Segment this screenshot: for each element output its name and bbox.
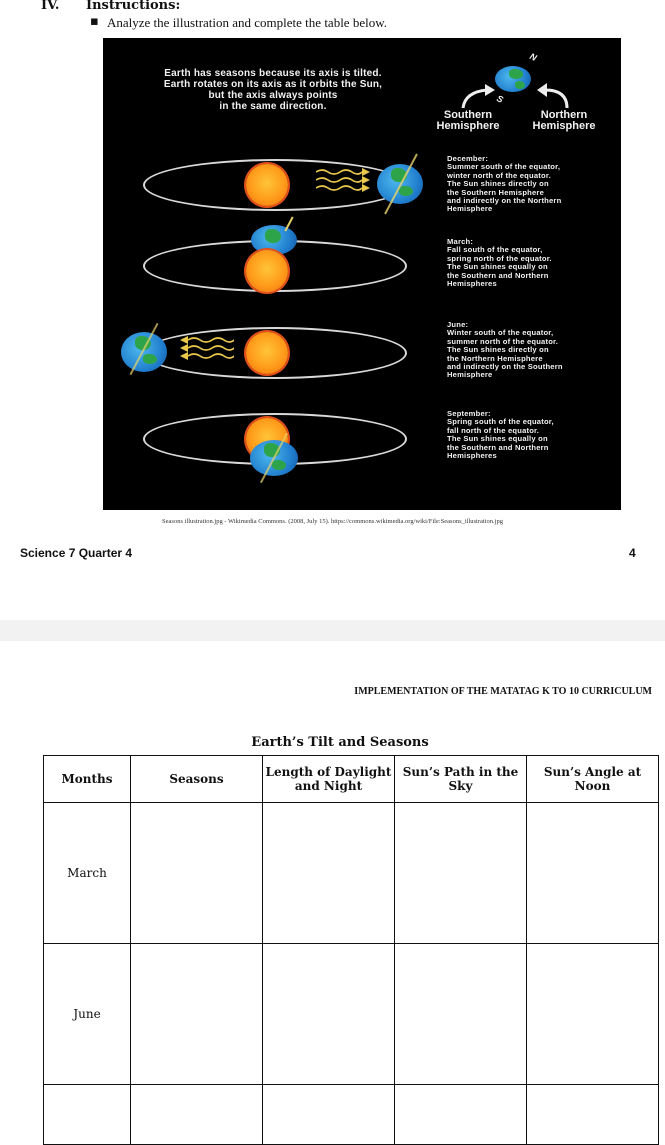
sun-icon bbox=[246, 250, 288, 292]
page-number: 4 bbox=[629, 546, 636, 560]
section-title: Instructions: bbox=[86, 0, 181, 13]
label-line: Hemisphere bbox=[436, 120, 500, 132]
panel-line: Spring south of the equator, bbox=[447, 417, 554, 427]
page-separator bbox=[0, 620, 665, 641]
panel-line: the Northern Hemisphere bbox=[447, 353, 543, 363]
image-caption: Seasons illustration.jpg - Wikimedia Commons. (2008, July 15). https://commons.wikimedia.org/wiki/File:Seasons_illustration.jpg bbox=[162, 518, 503, 525]
answer-cell[interactable] bbox=[263, 944, 395, 1085]
footer-subject: Science 7 Quarter 4 bbox=[20, 546, 133, 560]
illustration-headline bbox=[123, 68, 423, 112]
southern-arrow-icon bbox=[459, 84, 499, 110]
answer-cell[interactable] bbox=[395, 1085, 527, 1145]
panel-line: Summer south of the equator, bbox=[447, 162, 561, 172]
table-header-row bbox=[44, 756, 659, 803]
panel-line: and indirectly on the Northern bbox=[447, 196, 562, 206]
answer-cell[interactable] bbox=[395, 803, 527, 944]
label-line: Southern bbox=[443, 109, 493, 121]
answer-cell[interactable] bbox=[263, 803, 395, 944]
headline-line: Earth has seasons because its axis is tilted. bbox=[164, 68, 382, 79]
panel-september bbox=[447, 410, 621, 460]
answer-cell[interactable] bbox=[395, 944, 527, 1085]
table-title: Earth’s Tilt and Seasons bbox=[251, 735, 429, 750]
month-cell bbox=[44, 1085, 131, 1145]
panel-march bbox=[447, 238, 621, 288]
panel-line: the Southern and Northern bbox=[447, 270, 549, 280]
panel-line: The Sun shines equally on bbox=[447, 434, 548, 444]
panel-month: June: bbox=[447, 320, 469, 329]
panel-month: March: bbox=[447, 237, 474, 246]
panel-line: Hemisphere bbox=[447, 370, 493, 380]
answer-cell[interactable] bbox=[131, 944, 263, 1085]
panel-line: summer north of the equator. bbox=[447, 336, 559, 346]
month-cell: March bbox=[44, 803, 131, 944]
answer-cell[interactable] bbox=[527, 1085, 659, 1145]
panel-line: Hemisphere bbox=[447, 204, 493, 214]
answer-cell[interactable] bbox=[263, 1085, 395, 1145]
column-header-daylight: Length of Daylight and Night bbox=[263, 756, 395, 803]
panel-line: spring north of the equator. bbox=[447, 253, 552, 263]
headline-line: Earth rotates on its axis as it orbits the Sun, bbox=[163, 79, 383, 90]
instruction-text: Analyze the illustration and complete the table below. bbox=[107, 15, 388, 30]
headline-line: but the axis always points bbox=[208, 90, 338, 101]
panel-line: Fall south of the equator, bbox=[447, 245, 543, 255]
panel-month: September: bbox=[447, 409, 491, 418]
answer-cell[interactable] bbox=[131, 803, 263, 944]
sun-rays-icon bbox=[316, 168, 372, 194]
panel-line: the Southern Hemisphere bbox=[447, 187, 545, 197]
panel-line: The Sun shines directly on bbox=[447, 179, 549, 189]
legend-earth-icon bbox=[495, 66, 531, 92]
north-label: N bbox=[528, 51, 539, 63]
panel-line: Winter south of the equator, bbox=[447, 328, 554, 338]
label-line: Northern bbox=[540, 109, 588, 121]
panel-line: The Sun shines directly on bbox=[447, 345, 549, 355]
table-row bbox=[44, 1085, 659, 1145]
northern-hemisphere-label bbox=[521, 110, 607, 132]
panel-month: December: bbox=[447, 154, 489, 163]
panel-june bbox=[447, 321, 621, 380]
panel-december bbox=[447, 155, 621, 214]
earth-june-icon bbox=[121, 332, 167, 372]
curriculum-header: IMPLEMENTATION OF THE MATATAG K TO 10 CURRICULUM bbox=[354, 686, 652, 697]
answer-cell[interactable] bbox=[527, 944, 659, 1085]
answer-cell[interactable] bbox=[131, 1085, 263, 1145]
bullet-icon: ▪ bbox=[90, 14, 99, 29]
panel-line: the Southern and Northern bbox=[447, 442, 549, 452]
section-number: IV. bbox=[41, 0, 60, 13]
panel-line: Hemispheres bbox=[447, 279, 497, 289]
table-row bbox=[44, 944, 659, 1085]
column-header-sun-angle: Sun’s Angle at Noon bbox=[527, 756, 659, 803]
table-row bbox=[44, 803, 659, 944]
column-header-months: Months bbox=[44, 756, 131, 803]
sun-icon bbox=[246, 164, 288, 206]
panel-line: winter north of the equator. bbox=[447, 170, 551, 180]
panel-line: Hemispheres bbox=[447, 451, 497, 461]
headline-line: in the same direction. bbox=[219, 101, 327, 112]
panel-line: fall north of the equator. bbox=[447, 425, 540, 435]
south-label: S bbox=[495, 93, 505, 105]
seasons-table bbox=[43, 755, 659, 1145]
column-header-seasons: Seasons bbox=[131, 756, 263, 803]
column-header-sun-path: Sun’s Path in the Sky bbox=[395, 756, 527, 803]
panel-line: and indirectly on the Southern bbox=[447, 362, 563, 372]
label-line: Hemisphere bbox=[532, 120, 596, 132]
month-cell: June bbox=[44, 944, 131, 1085]
northern-arrow-icon bbox=[535, 80, 571, 110]
seasons-illustration bbox=[103, 38, 621, 510]
sun-icon bbox=[246, 332, 288, 374]
panel-line: The Sun shines equally on bbox=[447, 262, 548, 272]
southern-hemisphere-label bbox=[425, 110, 511, 132]
sun-rays-icon bbox=[178, 336, 234, 362]
answer-cell[interactable] bbox=[527, 803, 659, 944]
